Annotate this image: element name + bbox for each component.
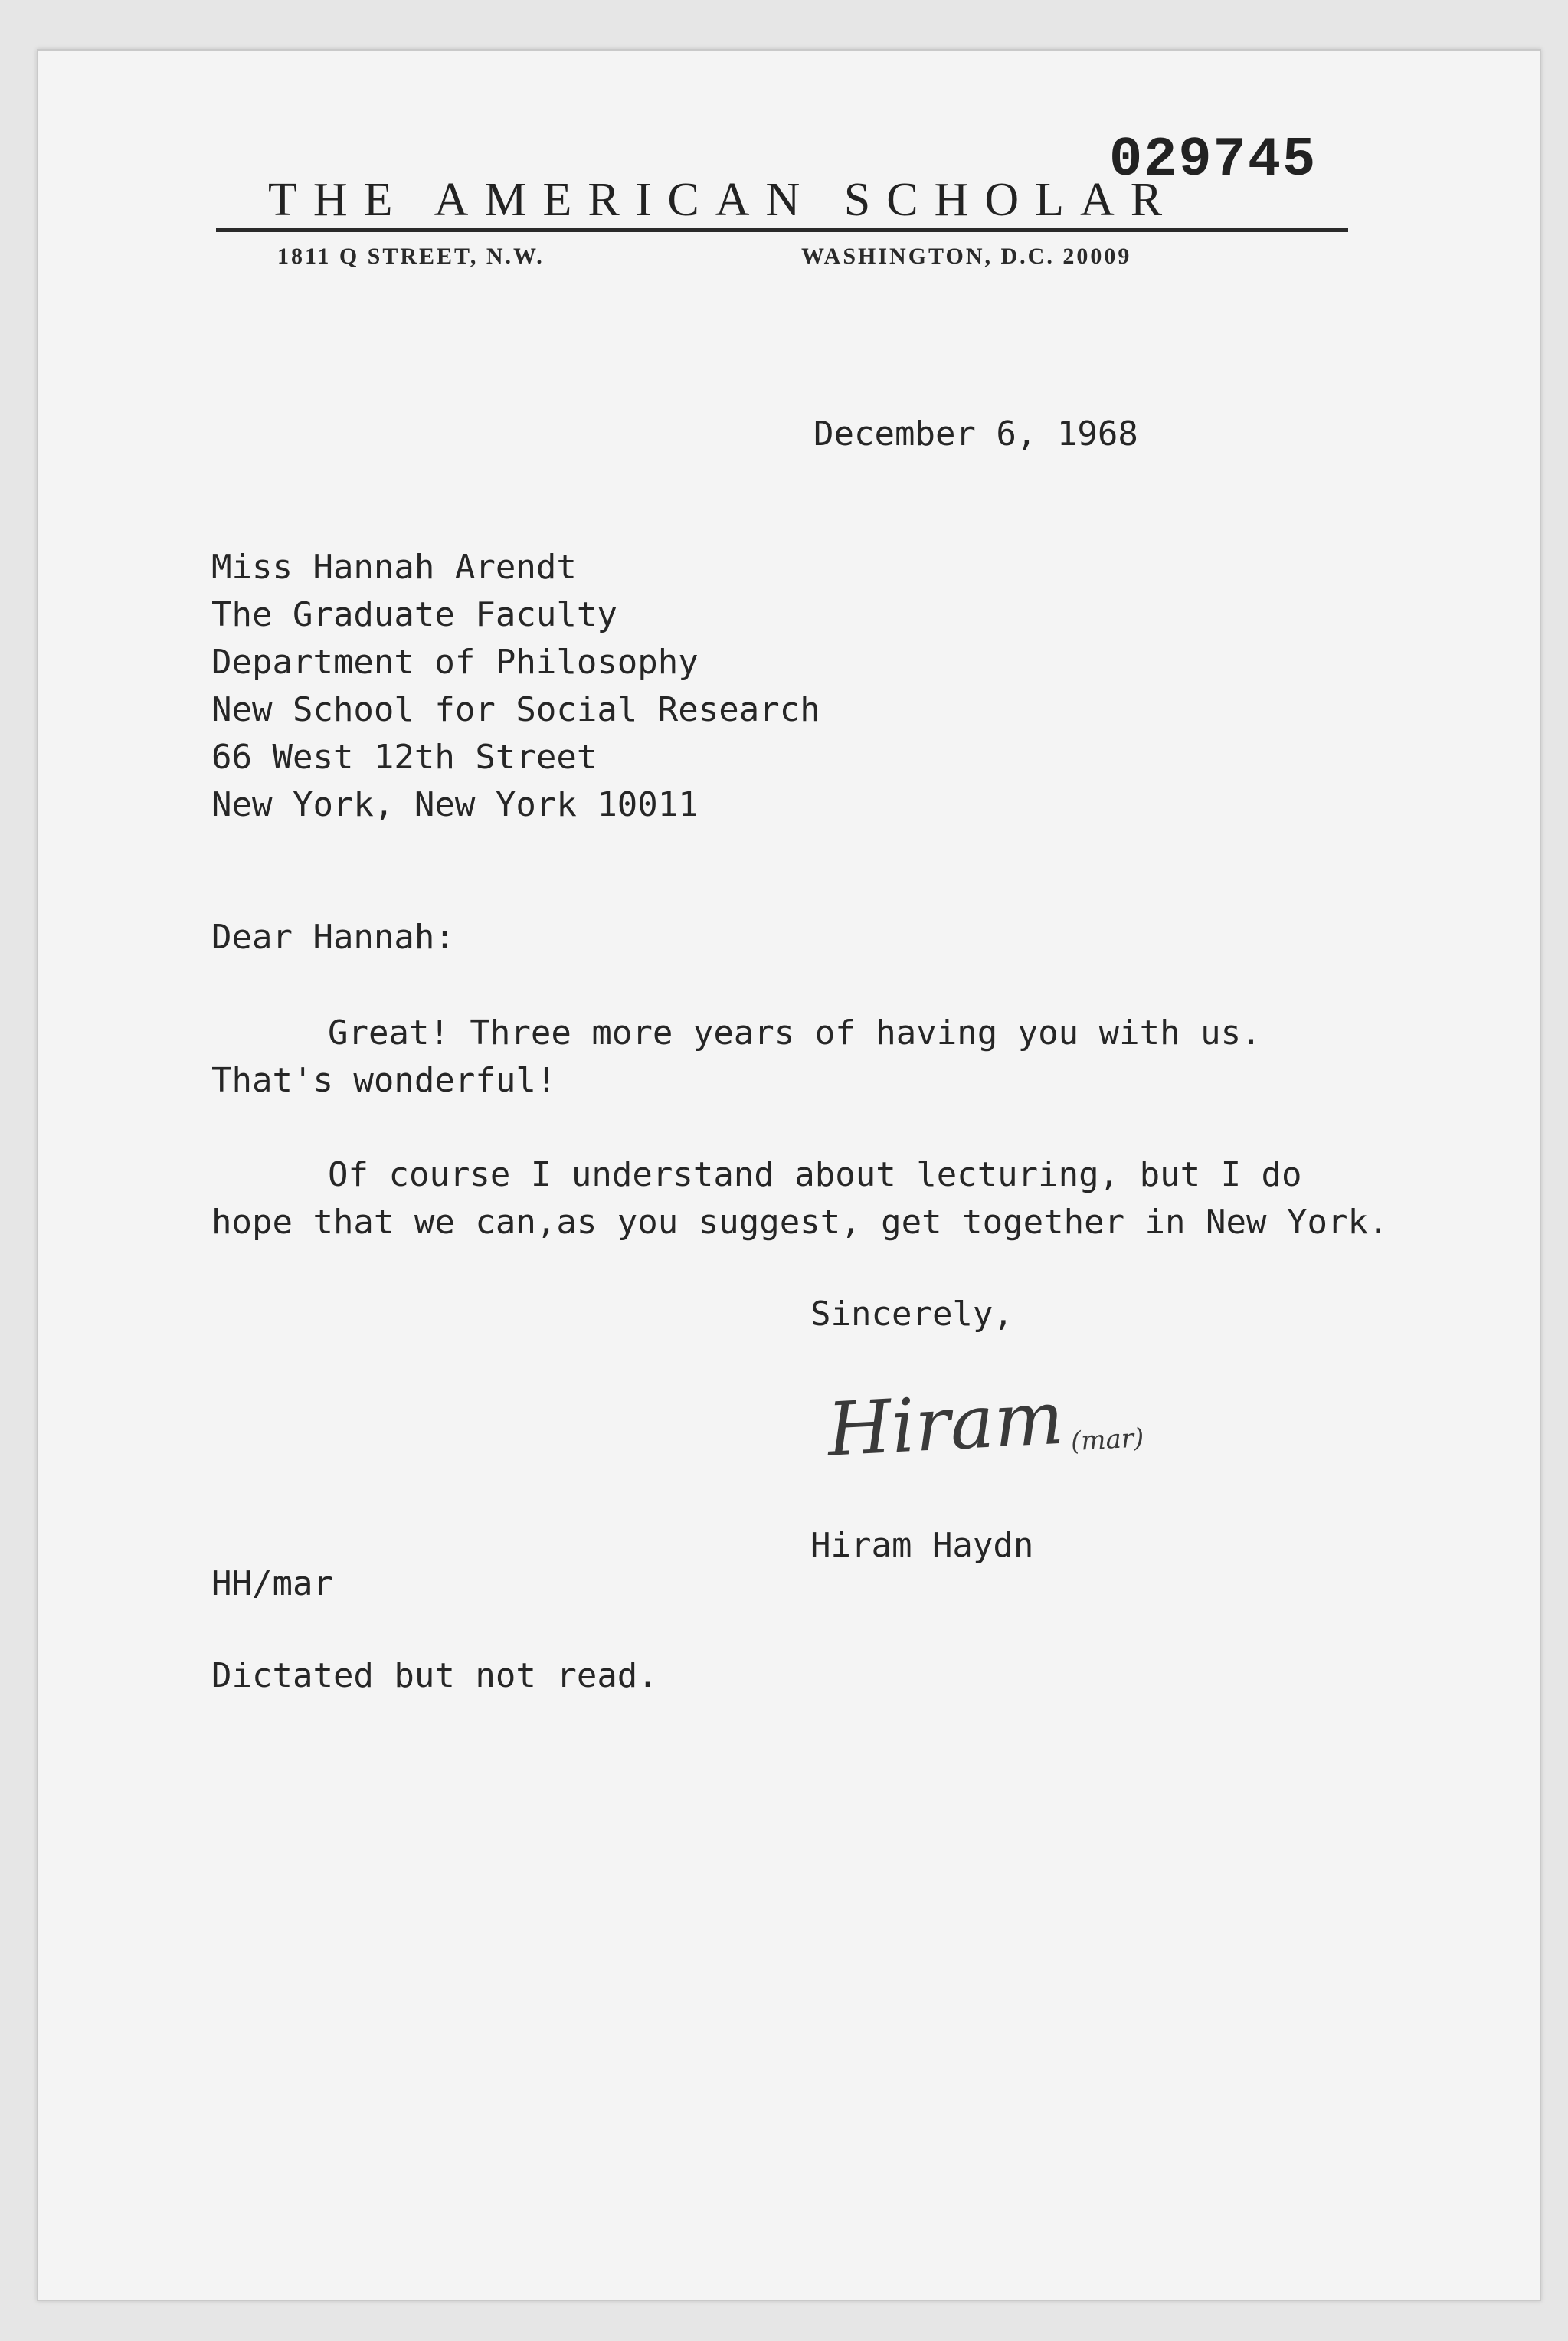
body-paragraph — [211, 1010, 1262, 1105]
signer-name: Hiram Haydn — [810, 1526, 1034, 1565]
recipient-line: New York, New York 10011 — [211, 785, 699, 824]
signature-initials: (mar) — [1070, 1423, 1145, 1458]
paragraph-line: hope that we can,as you suggest, get together in New York. — [211, 1203, 1389, 1242]
signature-name: Hiram — [825, 1374, 1066, 1473]
paragraph-line: Of course I understand about lecturing, but I do — [328, 1155, 1302, 1194]
document-number: 029745 — [1109, 129, 1318, 192]
paragraph-line: That's wonderful! — [211, 1061, 557, 1100]
typist-initials: HH/mar — [211, 1564, 333, 1603]
recipient-line: Miss Hannah Arendt — [211, 548, 577, 587]
letter-date: December 6, 1968 — [813, 414, 1138, 453]
letterhead-rule — [216, 228, 1348, 232]
body-paragraph — [211, 1151, 1388, 1246]
letterhead-title: THE AMERICAN SCHOLAR — [268, 174, 1179, 226]
recipient-address — [211, 544, 820, 829]
letterhead-street: 1811 Q STREET, N.W. — [277, 244, 545, 269]
salutation: Dear Hannah: — [211, 918, 455, 957]
handwritten-signature — [825, 1370, 1144, 1472]
recipient-line: The Graduate Faculty — [211, 595, 617, 634]
closing: Sincerely, — [810, 1295, 1013, 1334]
recipient-line: New School for Social Research — [211, 690, 820, 729]
letterhead-city: WASHINGTON, D.C. 20009 — [801, 244, 1132, 269]
paragraph-line: Great! Three more years of having you with us. — [328, 1013, 1262, 1053]
footnote: Dictated but not read. — [211, 1656, 658, 1695]
recipient-line: Department of Philosophy — [211, 643, 699, 682]
recipient-line: 66 West 12th Street — [211, 738, 597, 777]
